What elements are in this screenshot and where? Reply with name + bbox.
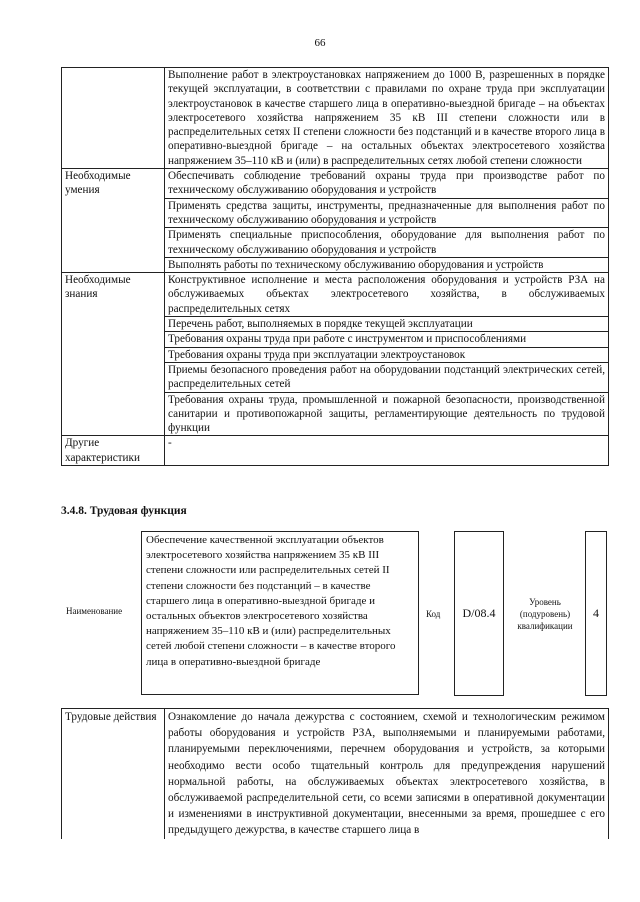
row-label-knowledge: Необходимые знания [62,273,165,436]
requirements-table [61,67,609,466]
table-row [62,169,609,199]
table-cell: Требования охраны труда, промышленной и пожарной безопасности, производственной санитарии и противопожарной защиты, регламентирующие деятельность по трудовой функции [165,392,609,436]
section-heading: 3.4.8. Трудовая функция [61,505,187,517]
table-cell: Конструктивное исполнение и места расположения оборудования и устройств РЗА на обслуживаемых объектах электросетевого хозяйства, в обслуживаемых распределительных сетях [165,273,609,317]
table-cell: Ознакомление до начала дежурства с состоянием, схемой и технологическим режимом работы оборудования и устройств РЗА, выполняемыми и планируемыми работами, планируемыми переключениями, перечнем оборудования и устройств, за которыми необходимо вести особо тщательный контроль для предупреждения нарушений нормальной работы, на обслуживаемых объектах электросетевого хозяйства, в обслуживаемой распределительной сети, со всеми записями в оперативной документации и изменениями в инструктивной документации, внесенными за время, прошедшее с его предыдущего дежурства, в качестве старшего лица в [165,709,609,839]
table-cell: Применять специальные приспособления, оборудование для выполнения работ по техническому обслуживанию оборудования и устройств [165,228,609,258]
table-row [62,709,609,839]
page-number: 66 [314,37,326,49]
table-cell: Требования охраны труда при работе с инструментом и приспособлениями [165,332,609,347]
labor-actions-table [61,708,609,839]
row-label [62,68,165,169]
table-cell: Требования охраны труда при эксплуатации электроустановок [165,347,609,362]
row-label-skills: Необходимые умения [62,169,165,273]
table-cell: Перечень работ, выполняемых в порядке текущей эксплуатации [165,317,609,332]
row-label-actions: Трудовые действия [62,709,165,839]
row-label-other: Другие характеристики [62,436,165,466]
level-value: 4 [585,531,607,696]
table-cell: - [165,436,609,466]
table-cell: Приемы безопасного проведения работ на оборудовании подстанций электрических сетей, распределительных сетей [165,362,609,392]
table-row [62,273,609,317]
table-cell: Выполнение работ в электроустановках напряжением до 1000 В, разрешенных в порядке текущей эксплуатации, в соответствии с правилами по охране труда при эксплуатации электроустановок в качестве старшего лица в оперативно-выездной бригаде – на объектах электросетевого хозяйства напряжением 35 кВ III степени сложности или в распределительных сетях II степени сложности без подстанций и в качестве второго лица в оперативно-выездной бригаде – на остальных объектах электросетевого хозяйства напряжением 35–110 кВ и (или) в распределительных сетях любой степени сложности [165,68,609,169]
name-value: Обеспечение качественной эксплуатации объектов электросетевого хозяйства напряжением 35 кВ III степени сложности или распределительных сетей II степени сложности без подстанций – в качестве старшего лица в оперативно-выездной бригаде и остальных объектов электросетевого хозяйства напряжением 35–110 кВ и (или) распределительных сетей любой степени сложности – в качестве второго лица в оперативно-выездной бригаде [141,531,419,695]
table-row [62,436,609,466]
table-row [62,68,609,169]
name-label: Наименование [66,606,123,616]
code-value: D/08.4 [454,531,504,696]
code-label: Код [426,609,441,619]
table-cell: Выполнять работы по техническому обслуживанию оборудования и устройств [165,257,609,272]
table-cell: Применять средства защиты, инструменты, предназначенные для выполнения работ по техническому обслуживанию оборудования и устройств [165,198,609,228]
level-label: Уровень (подуровень) квалификации [517,597,573,631]
table-cell: Обеспечивать соблюдение требований охраны труда при производстве работ по техническому обслуживанию оборудования и устройств [165,169,609,199]
